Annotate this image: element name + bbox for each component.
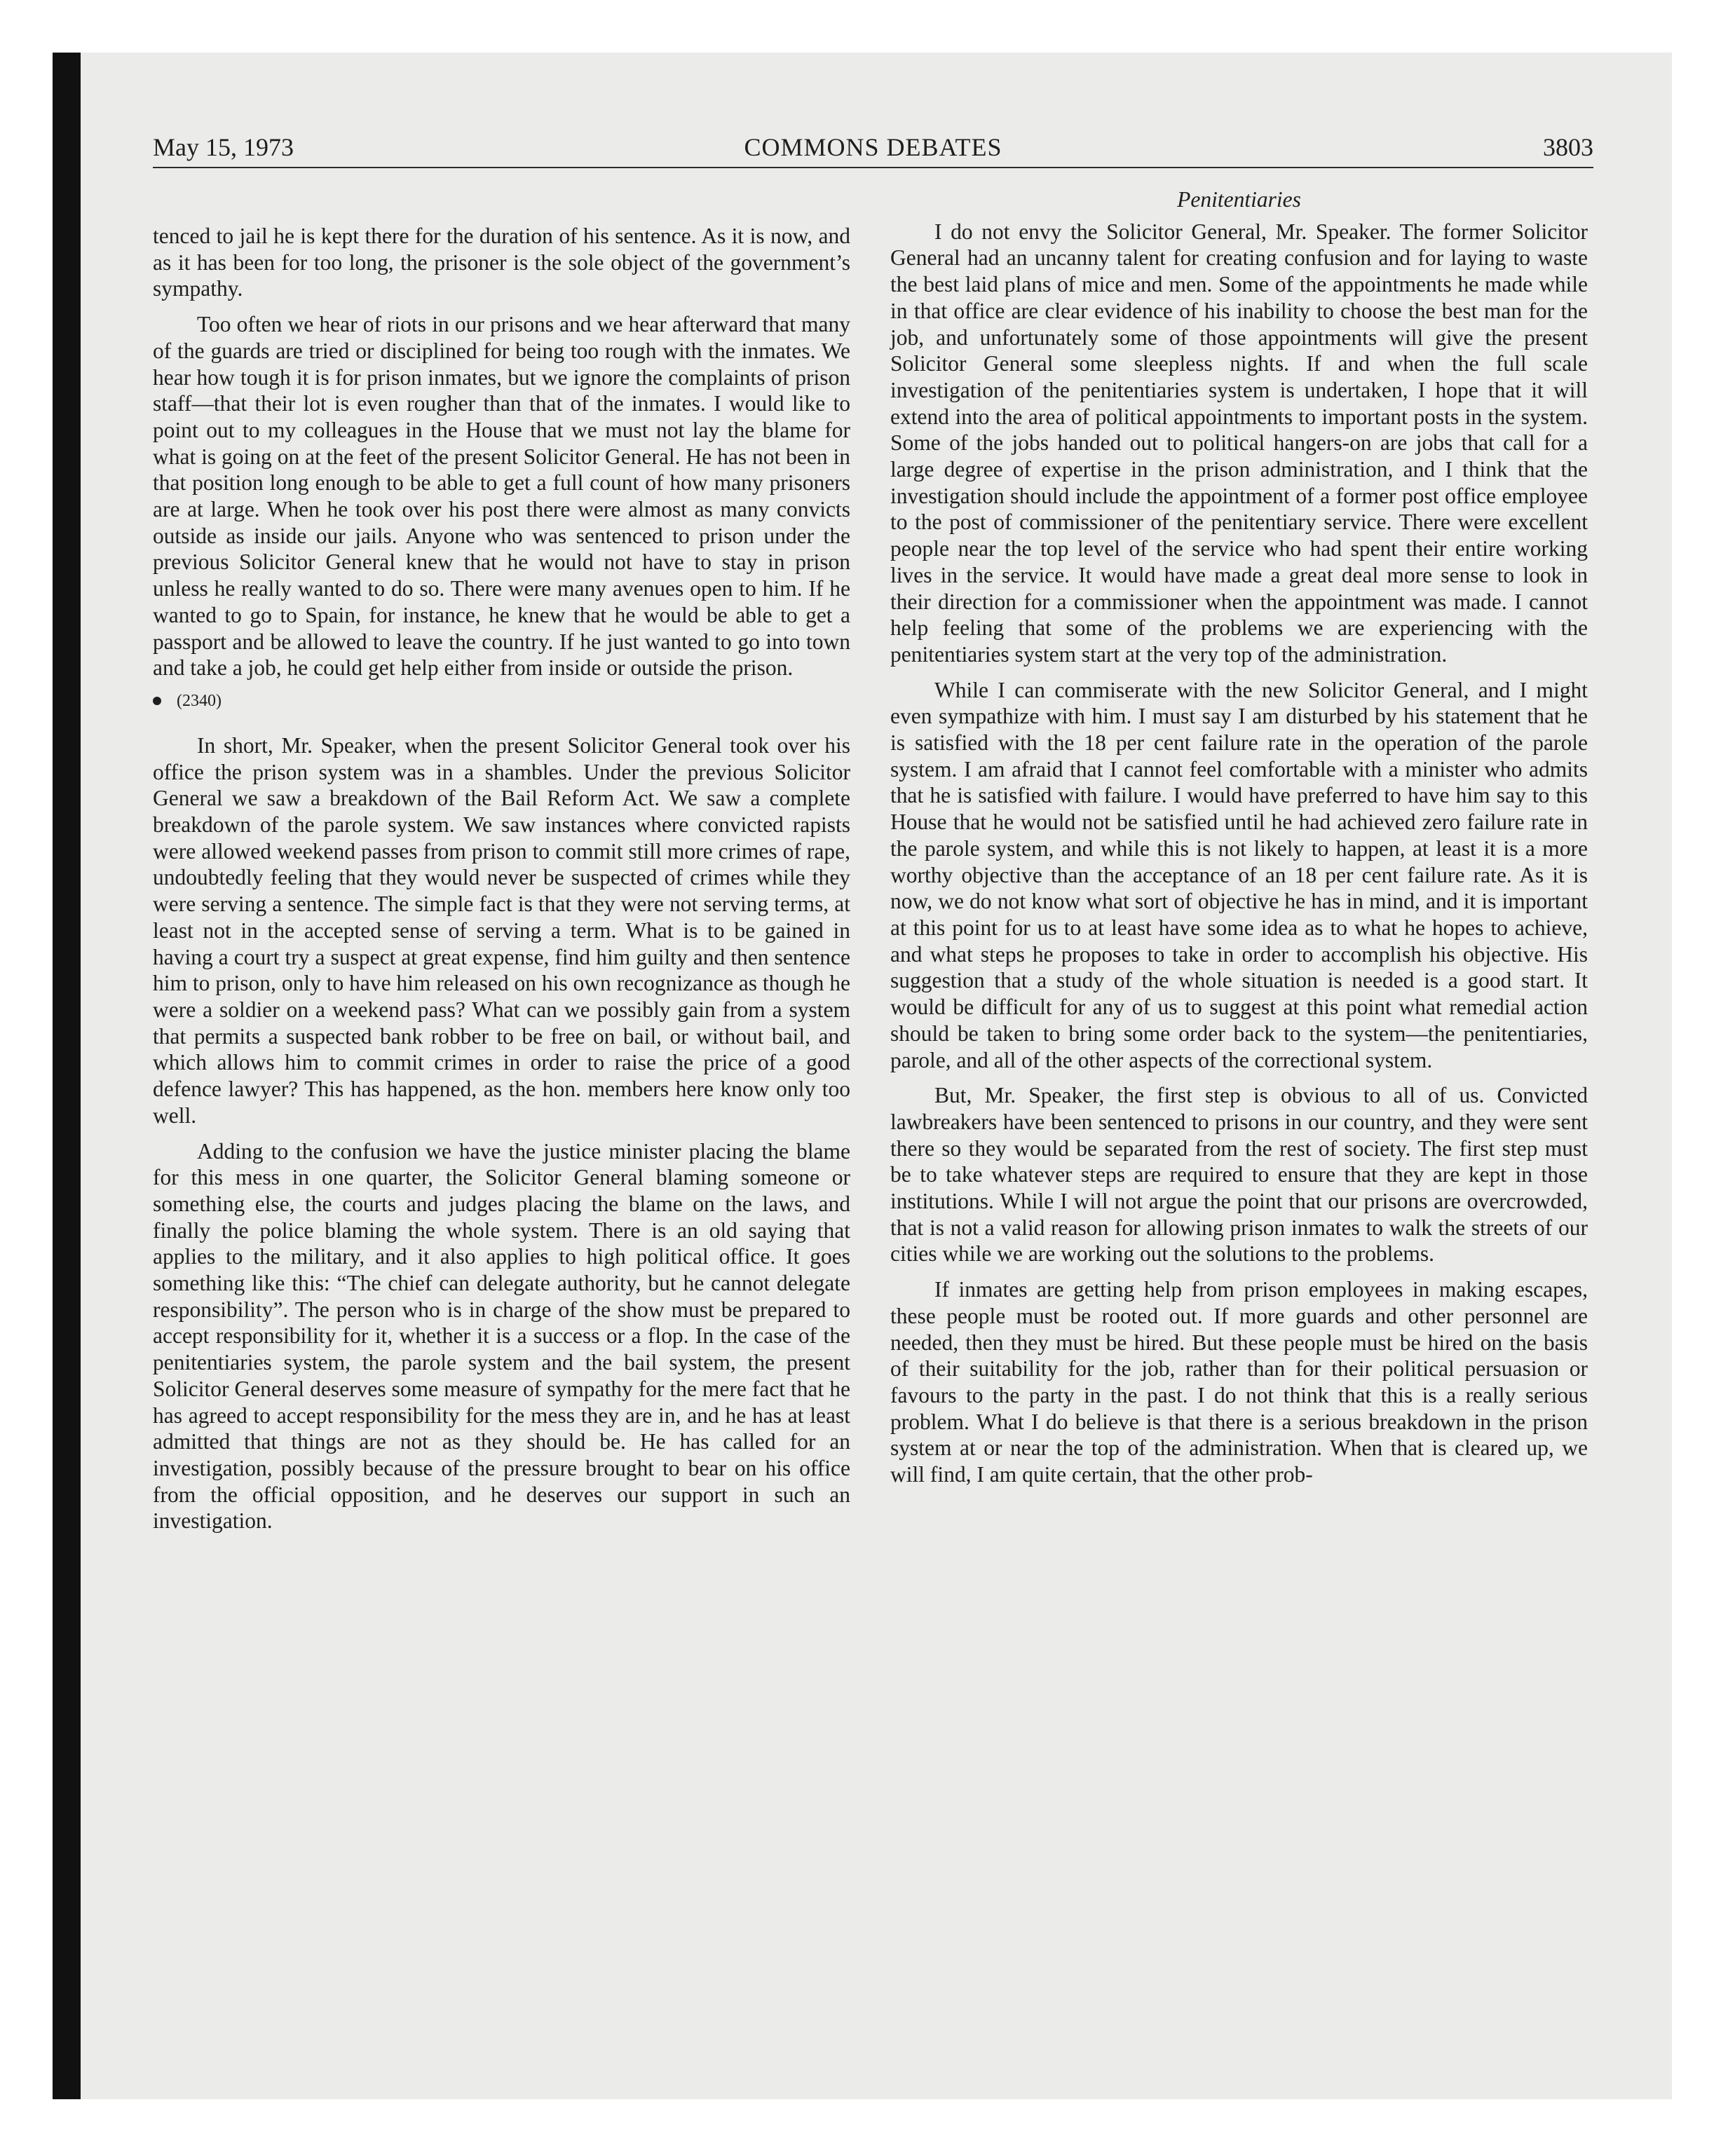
paragraph: I do not envy the Solicitor General, Mr. Speaker. The former Solicitor General had an uncanny talent for creating confusion and for laying to waste the best laid plans of mice and men. Some of the appointments he made while in that office are clear evidence of his inability to choose the best man for the job, and unfortunately some of those appointments will give the present Solicitor General some sleepless nights. If and when the full scale investigation of the penitentiaries system is undertaken, I hope that it will extend into the area of political appointments to important posts in the system. Some of the jobs handed out to political hangers-on are jobs that call for a large degree of expertise in the prison administration, and I think that the investigation should include the appointment of a former post office employee to the post of commissioner of the penitentiary service. There were excellent people near the top level of the service who had spent their entire working lives in the service. It would have made a great deal more sense to look in their direction for a commissioner when the appointment was made. I cannot help feeling that some of the problems we are experiencing with the penitentiaries system start at the very top of the administration.	[890, 219, 1588, 667]
paragraph: tenced to jail he is kept there for the duration of his sentence. As it is now, and as it has been for too long, the prisoner is the sole object of the government’s sympathy.	[153, 224, 850, 301]
header-title: COMMONS DEBATES	[744, 133, 1002, 161]
paragraph: If inmates are getting help from prison employees in making escapes, these people must be rooted out. If more guards and other personnel are needed, then they must be hired. But these people must be hired on the basis of their suitability for the job, rather than for their political persuasion or favours to the party in the past. I do not think that this is a really serious problem. What I do believe is that there is a serious breakdown in the prison system at or near the top of the administration. When that is cleared up, we will find, I am quite certain, that the other prob-	[890, 1277, 1588, 1487]
time-marker-label: (2340)	[177, 691, 222, 710]
bullet-icon	[153, 697, 161, 705]
page-header	[153, 130, 1593, 168]
header-page-number: 3803	[1543, 133, 1593, 161]
paragraph: In short, Mr. Speaker, when the present Solicitor General took over his office the prison system was in a shambles. Under the previous Solicitor General we saw a breakdown of the Bail Reform Act. We saw a complete breakdown of the parole system. We saw instances where convicted rapists were allowed weekend passes from prison to commit still more crimes of rape, undoubtedly feeling that they would never be suspected of crimes while they were serving a sentence. The simple fact is that they were not serving terms, at least not in the accepted sense of serving a term. What is to be gained in having a court try a suspect at great expense, find him guilty and then sentence him to prison, only to have him released on his own recognizance as though he were a soldier on a weekend pass? What can we possibly gain from a system that permits a suspected bank robber to be free on bail, or without bail, and which allows him to commit crimes in order to raise the price of a good defence lawyer? This has happened, as the hon. members here know only too well.	[153, 732, 850, 1128]
scan-binding-edge	[53, 53, 81, 2099]
section-heading: Penitentiaries	[1177, 187, 1301, 212]
right-column	[890, 186, 1588, 1497]
paragraph: While I can commiserate with the new Solicitor General, and I might even sympathize with him. I must say I am disturbed by his statement that he is satisfied with the 18 per cent failure rate in the operation of the parole system. I am afraid that I cannot feel comfortable with a minister who admits that he is satisfied with failure. I would have preferred to have him say to this House that he would not be satisfied until he had achieved zero failure rate in the parole system, and while this is not likely to happen, at least it is a more worthy objective than the acceptance of an 18 per cent failure rate. As it is now, we do not know what sort of objective he has in mind, and it is important at this point for us to at least have some idea as to what he hopes to achieve, and what steps he proposes to take in order to accomplish his objective. His suggestion that a study of the whole situation is needed is a good start. It would be difficult for any of us to suggest at this point what remedial action should be taken to bring some order back to the system—the penitentiaries, parole, and all of the other aspects of the correctional system.	[890, 677, 1588, 1072]
header-date: May 15, 1973	[153, 133, 294, 161]
time-marker	[153, 690, 850, 711]
left-column	[153, 223, 850, 1543]
paragraph: But, Mr. Speaker, the first step is obvious to all of us. Convicted lawbreakers have been sentenced to prisons in our country, and they were sent there so they would be separated from the rest of society. The first step must be to take whatever steps are required to ensure that they are kept in those institutions. While I will not argue the point that our prisons are overcrowded, that is not a valid reason for allowing prison inmates to walk the streets of our cities while we are working out the solutions to the problems.	[890, 1083, 1588, 1267]
paragraph: Too often we hear of riots in our prisons and we hear afterward that many of the guards are tried or disciplined for being too rough with the inmates. We hear how tough it is for prison inmates, but we ignore the complaints of prison staff—that their lot is even rougher than that of the inmates. I would like to point out to my colleagues in the House that we must not lay the blame for what is going on at the feet of the present Solicitor General. He has not been in that position long enough to be able to get a full count of how many prisoners are at large. When he took over his post there were almost as many convicts outside as inside our jails. Anyone who was sentenced to prison under the previous Solicitor General knew that he would not have to stay in prison unless he really wanted to do so. There were many avenues open to him. If he wanted to go to Spain, for instance, he knew that he would be able to get a passport and be allowed to leave the country. If he just wanted to go into town and take a job, he could get help either from inside or outside the prison.	[153, 312, 850, 681]
paragraph: Adding to the confusion we have the justice minister placing the blame for this mess in one quarter, the Solicitor General blaming someone or something else, the courts and judges placing the blame on the laws, and finally the police blaming the whole system. There is an old saying that applies to the military, and it also applies to high political office. It goes something like this: “The chief can delegate authority, but he cannot delegate responsibility”. The person who is in charge of the show must be prepared to accept responsibility for it, whether it is a success or a flop. In the case of the penitentiaries system, the parole system and the bail system, the present Solicitor General deserves some measure of sympathy for the mere fact that he has agreed to accept responsibility for the mess they are in, and he has at least admitted that things are not as they should be. He has called for an investigation, possibly because of the pressure brought to bear on his office from the official opposition, and he deserves our support in such an investigation.	[153, 1138, 850, 1534]
header-rule	[153, 167, 1593, 168]
